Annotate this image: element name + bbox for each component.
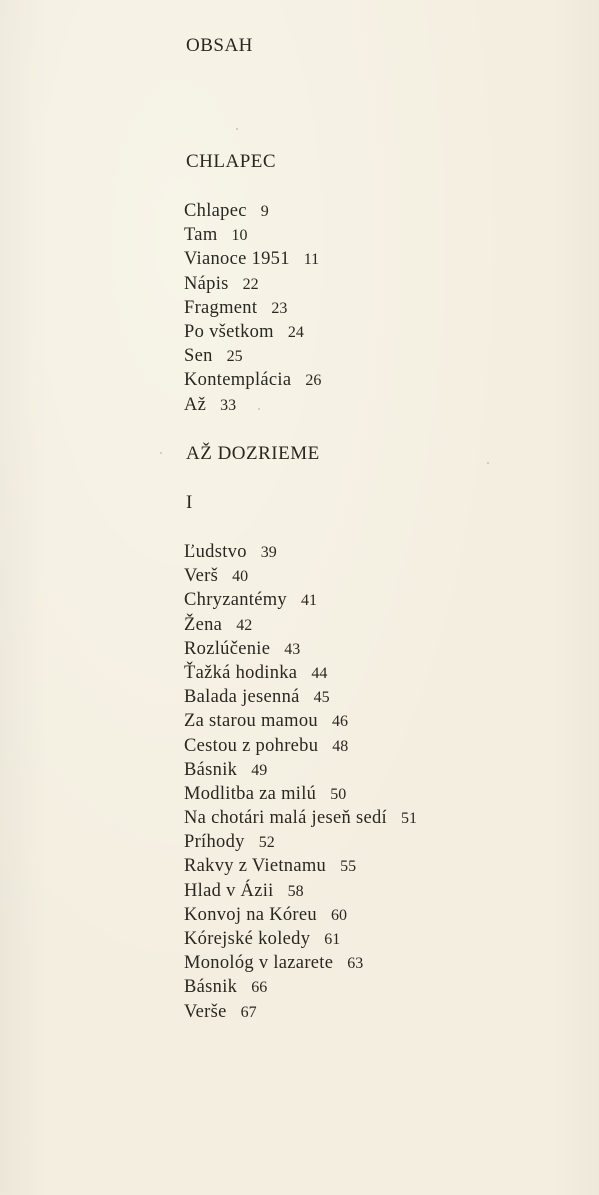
entry-page-number: 33 bbox=[220, 396, 237, 414]
entry-page-number: 60 bbox=[330, 906, 347, 924]
entry-title: Žena bbox=[184, 614, 223, 635]
entry-page-number: 39 bbox=[260, 544, 277, 561]
entry-page-number: 55 bbox=[340, 858, 357, 876]
entry-title: Básnik bbox=[184, 759, 238, 780]
toc-entry bbox=[184, 758, 417, 782]
toc-entry bbox=[184, 588, 417, 612]
toc-entry bbox=[184, 854, 417, 878]
entry-title: Na chotári malá jeseň sedí bbox=[184, 808, 387, 829]
toc-entry bbox=[184, 1000, 417, 1024]
paper-speck bbox=[236, 128, 238, 130]
entry-title: Ľudstvo bbox=[184, 542, 247, 562]
entry-page-number: 40 bbox=[232, 568, 249, 586]
toc-entry bbox=[184, 927, 417, 951]
entry-title: Za starou mamou bbox=[184, 711, 318, 732]
entry-title: Po všetkom bbox=[184, 321, 274, 342]
toc-entry bbox=[184, 368, 321, 392]
entry-page-number: 41 bbox=[300, 592, 317, 610]
section-title-chlapec: CHLAPEC bbox=[186, 151, 277, 172]
toc-list-az-dozrieme bbox=[184, 540, 417, 1024]
section-title-az-dozrieme: AŽ DOZRIEME bbox=[186, 443, 320, 464]
paper-speck bbox=[258, 408, 260, 410]
toc-entry bbox=[184, 613, 417, 637]
entry-title: Sen bbox=[184, 346, 213, 367]
toc-entry bbox=[184, 830, 417, 854]
entry-page-number: 49 bbox=[251, 761, 268, 779]
entry-page-number: 51 bbox=[401, 810, 417, 828]
entry-page-number: 61 bbox=[324, 931, 341, 948]
toc-entry bbox=[184, 903, 417, 927]
entry-page-number: 44 bbox=[311, 664, 328, 682]
toc-entry bbox=[184, 734, 417, 758]
paper-speck bbox=[160, 452, 162, 454]
entry-title: Kontemplácia bbox=[184, 370, 292, 391]
entry-page-number: 22 bbox=[242, 275, 259, 293]
toc-list-chlapec bbox=[184, 199, 321, 417]
toc-entry bbox=[184, 637, 417, 661]
entry-page-number: 48 bbox=[332, 737, 349, 755]
toc-entry bbox=[184, 320, 321, 344]
toc-entry bbox=[184, 685, 417, 709]
entry-title: Nápis bbox=[184, 273, 229, 294]
entry-page-number: 50 bbox=[330, 785, 347, 803]
entry-title: Príhody bbox=[184, 832, 245, 853]
toc-entry bbox=[184, 344, 321, 368]
toc-entry bbox=[184, 879, 417, 903]
entry-page-number: 45 bbox=[313, 689, 330, 707]
entry-page-number: 10 bbox=[231, 227, 248, 245]
entry-page-number: 58 bbox=[287, 882, 304, 900]
entry-title: Básnik bbox=[184, 977, 238, 998]
toc-entry bbox=[184, 296, 321, 320]
entry-page-number: 67 bbox=[240, 1003, 257, 1021]
entry-page-number: 52 bbox=[258, 834, 275, 852]
entry-page-number: 11 bbox=[303, 251, 320, 269]
entry-title: Chryzantémy bbox=[184, 590, 287, 611]
entry-page-number: 42 bbox=[236, 616, 253, 634]
entry-title: Balada jesenná bbox=[184, 687, 300, 708]
entry-title: Hlad v Ázii bbox=[184, 880, 274, 901]
toc-entry bbox=[184, 806, 417, 830]
toc-entry bbox=[184, 951, 417, 975]
toc-entry bbox=[184, 272, 321, 296]
entry-page-number: 25 bbox=[226, 348, 243, 366]
entry-page-number: 24 bbox=[287, 323, 304, 341]
toc-entry bbox=[184, 540, 417, 564]
entry-title: Verše bbox=[184, 1001, 227, 1022]
entry-page-number: 43 bbox=[284, 640, 301, 658]
contents-title: OBSAH bbox=[186, 35, 253, 56]
entry-title: Tam bbox=[184, 225, 218, 246]
entry-title: Rakvy z Vietnamu bbox=[184, 856, 327, 877]
toc-entry bbox=[184, 975, 417, 999]
toc-entry bbox=[184, 709, 417, 733]
entry-page-number: 9 bbox=[260, 203, 269, 220]
entry-title: Ťažká hodinka bbox=[184, 662, 298, 683]
toc-entry bbox=[184, 782, 417, 806]
entry-title: Modlitba za milú bbox=[184, 783, 317, 804]
entry-title: Verš bbox=[184, 566, 219, 587]
entry-title: Vianoce 1951 bbox=[184, 249, 290, 270]
part-numeral: I bbox=[186, 492, 193, 513]
entry-title: Chlapec bbox=[184, 201, 247, 221]
toc-entry bbox=[184, 393, 321, 417]
entry-page-number: 26 bbox=[305, 372, 322, 390]
entry-page-number: 63 bbox=[347, 955, 364, 973]
entry-title: Kórejské koledy bbox=[184, 929, 311, 949]
toc-entry bbox=[184, 661, 417, 685]
toc-entry bbox=[184, 199, 321, 223]
entry-title: Fragment bbox=[184, 297, 258, 318]
entry-title: Konvoj na Kóreu bbox=[184, 904, 317, 925]
entry-page-number: 46 bbox=[331, 713, 348, 731]
toc-entry bbox=[184, 564, 417, 588]
toc-entry bbox=[184, 223, 321, 247]
toc-entry bbox=[184, 247, 321, 271]
entry-title: Monológ v lazarete bbox=[184, 953, 334, 974]
entry-title: Cestou z pohrebu bbox=[184, 735, 319, 756]
entry-page-number: 66 bbox=[251, 979, 268, 997]
entry-title: Až bbox=[184, 394, 207, 415]
paper-speck bbox=[487, 462, 489, 464]
entry-title: Rozlúčenie bbox=[184, 638, 271, 659]
entry-page-number: 23 bbox=[271, 299, 288, 317]
